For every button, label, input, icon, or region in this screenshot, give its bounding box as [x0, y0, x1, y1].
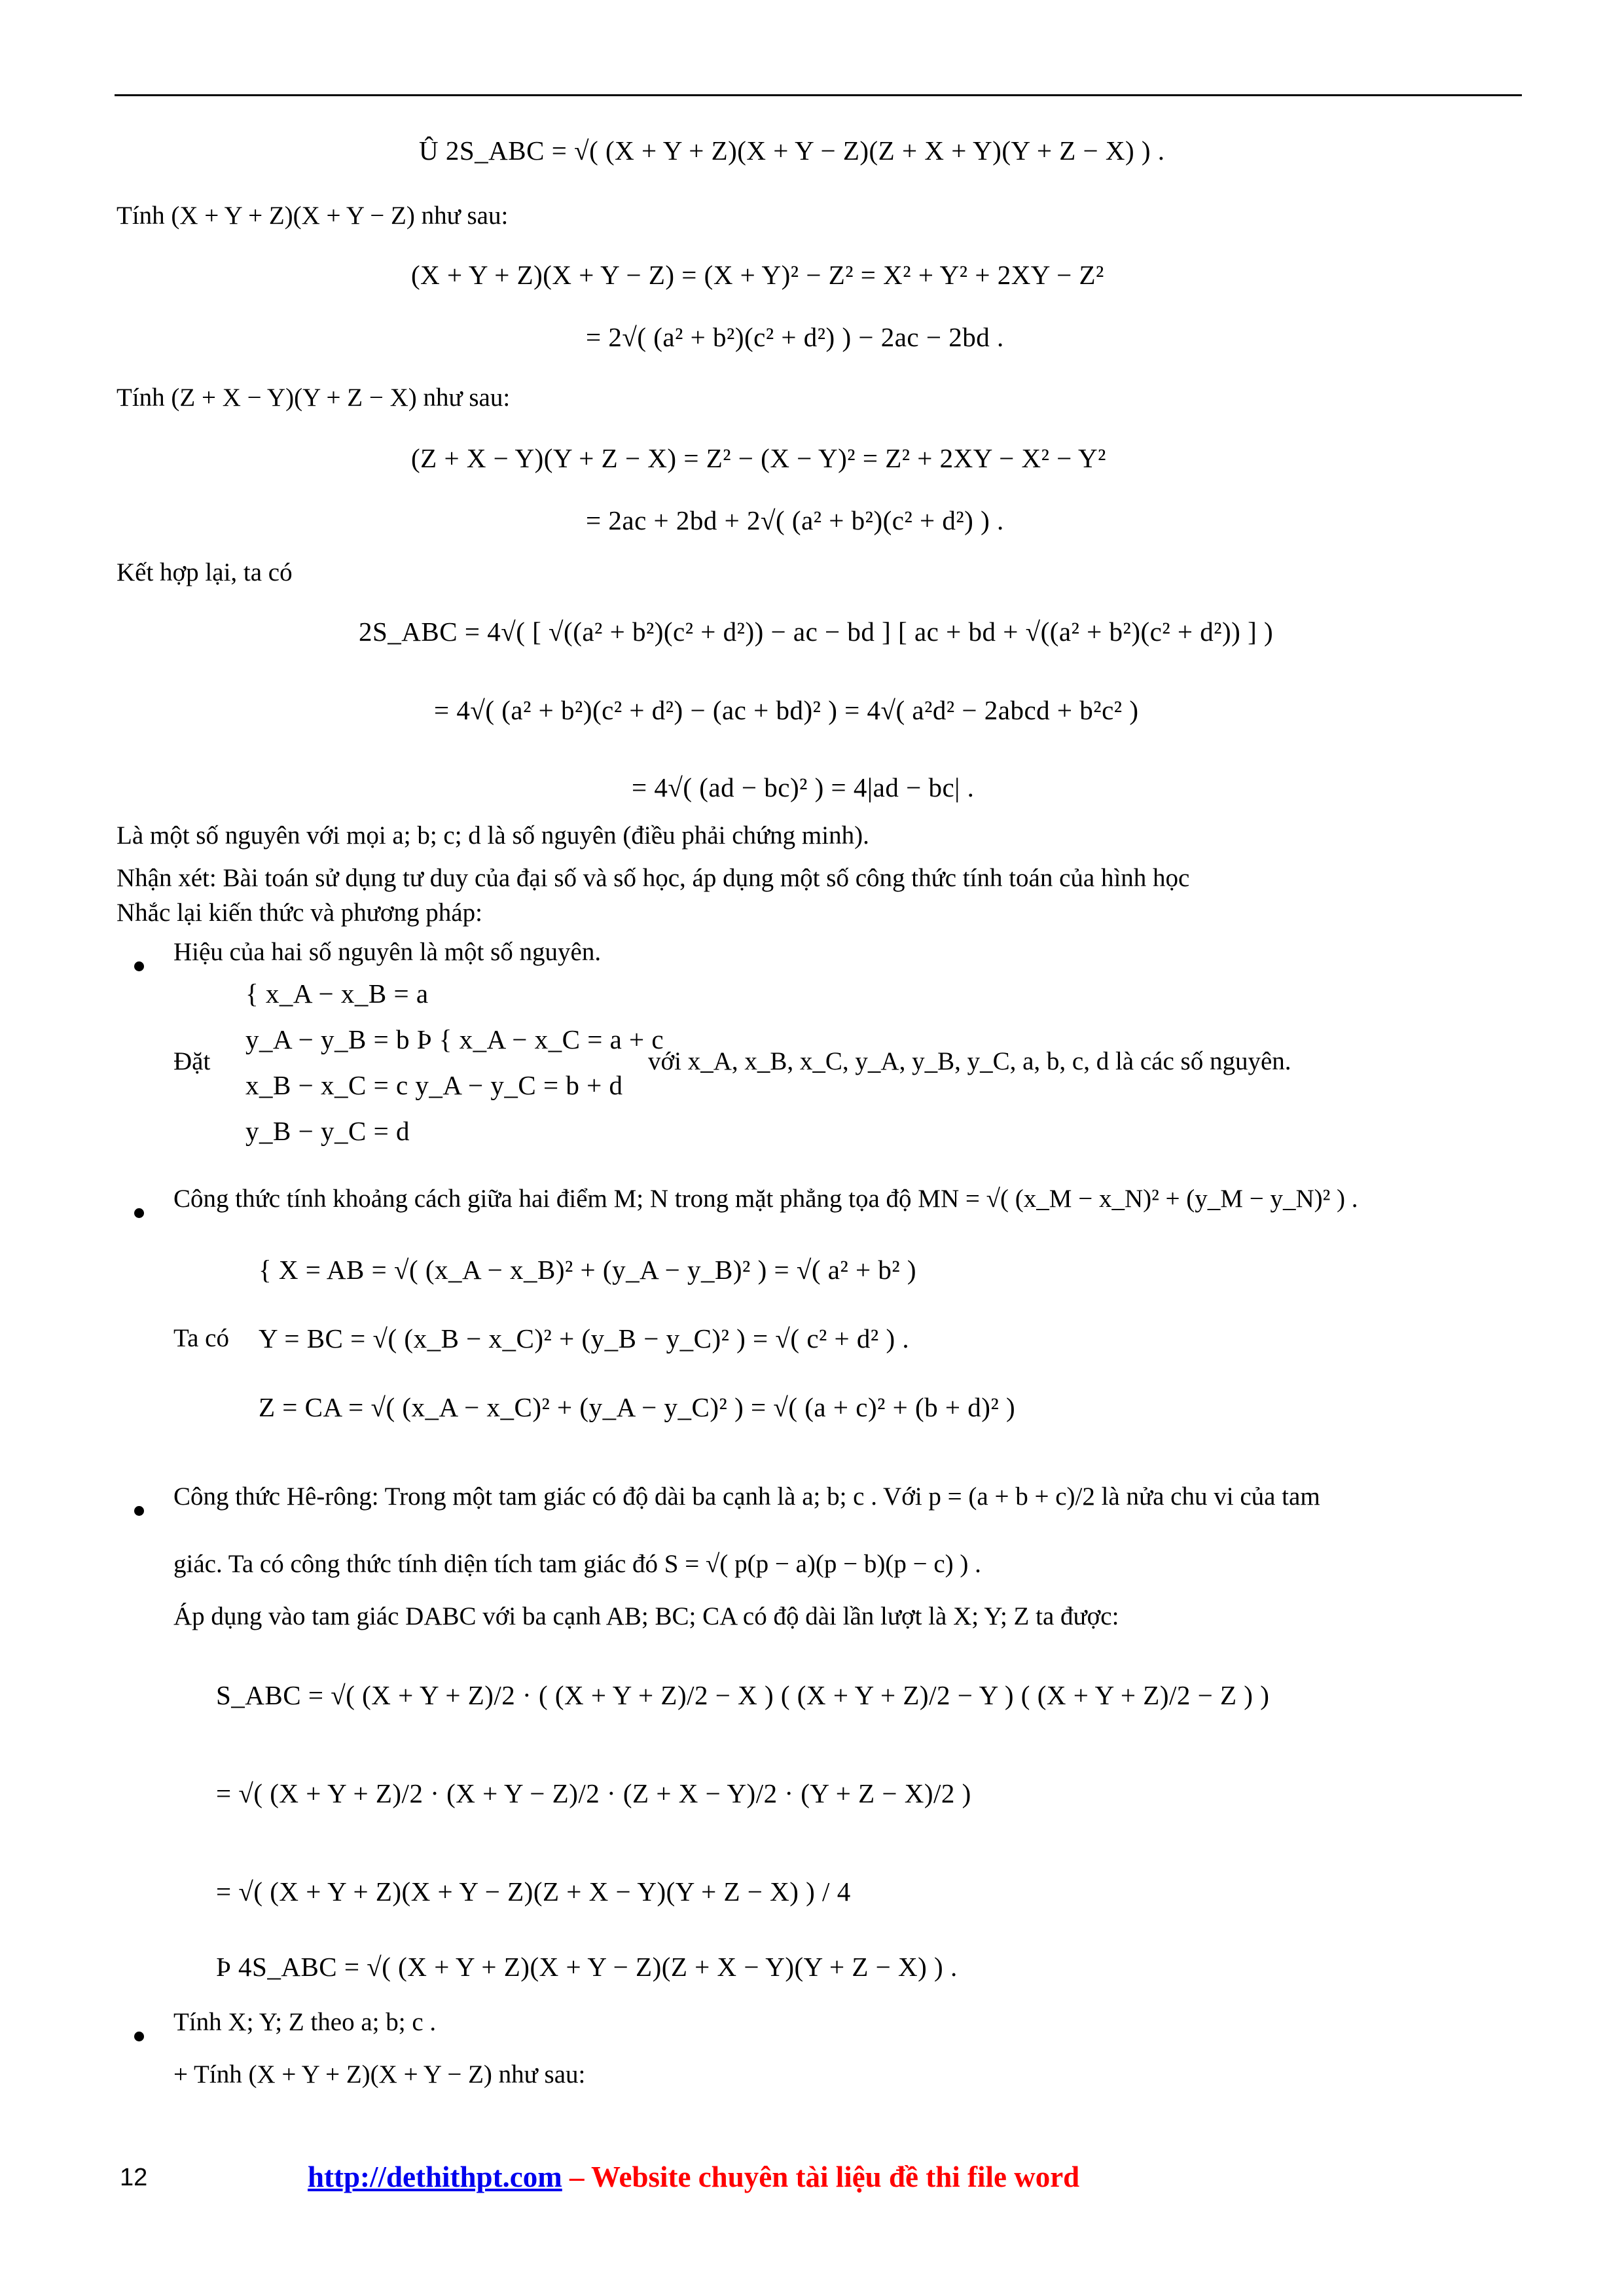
math-line: = √( (X + Y + Z)(X + Y − Z)(Z + X − Y)(Y + Z − X) ) / 4	[216, 1876, 851, 1907]
text-line: Là một số nguyên với mọi a; b; c; d là số nguyên (điều phải chứng minh).	[117, 821, 869, 850]
footer-link[interactable]: http://dethithpt.com	[308, 2161, 562, 2193]
footer	[308, 2160, 1079, 2194]
math-line: { x_A − x_B = a	[245, 978, 429, 1009]
text-line: Đặt	[173, 1047, 211, 1075]
footer-separator: –	[562, 2161, 591, 2193]
text-line: + Tính (X + Y + Z)(X + Y − Z) như sau:	[173, 2060, 586, 2089]
math-line: x_B − x_C = c y_A − y_C = b + d	[245, 1070, 623, 1100]
math-line: = 2√( (a² + b²)(c² + d²) ) − 2ac − 2bd .	[586, 322, 1004, 352]
math-line: = 4√( (a² + b²)(c² + d²) − (ac + bd)² ) = 4√( a²d² − 2abcd + b²c² )	[434, 695, 1139, 725]
header-rule	[115, 94, 1522, 96]
math-line: = √( (X + Y + Z)/2 · (X + Y − Z)/2 · (Z + X − Y)/2 · (Y + Z − X)/2 )	[216, 1778, 971, 1808]
bullet-icon	[134, 961, 144, 971]
text-line: Tính X; Y; Z theo a; b; c .	[173, 2008, 437, 2036]
math-line: Û 2S_ABC = √( (X + Y + Z)(X + Y − Z)(Z + X + Y)(Y + Z − X) ) .	[419, 135, 1165, 166]
text-line: giác. Ta có công thức tính diện tích tam giác đó S = √( p(p − a)(p − b)(p − c) ) .	[173, 1550, 981, 1578]
math-line: (Z + X − Y)(Y + Z − X) = Z² − (X − Y)² = Z² + 2XY − X² − Y²	[411, 443, 1106, 473]
footer-tagline: Website chuyên tài liệu đề thi file word	[590, 2161, 1080, 2193]
math-line: = 2ac + 2bd + 2√( (a² + b²)(c² + d²) ) .	[586, 505, 1004, 535]
bullet-icon	[134, 2032, 144, 2041]
text-line: Áp dụng vào tam giác DABC với ba cạnh AB; BC; CA có độ dài lần lượt là X; Y; Z ta được:	[173, 1602, 1119, 1630]
math-line: = 4√( (ad − bc)² ) = 4|ad − bc| .	[632, 772, 975, 802]
math-line: y_A − y_B = b Þ { x_A − x_C = a + c	[245, 1024, 664, 1054]
math-line: Z = CA = √( (x_A − x_C)² + (y_A − y_C)² ) = √( (a + c)² + (b + d)² )	[259, 1392, 1016, 1422]
math-line: 2S_ABC = 4√( [ √((a² + b²)(c² + d²)) − ac − bd ] [ ac + bd + √((a² + b²)(c² + d²)) ] )	[359, 617, 1274, 647]
math-line: Þ 4S_ABC = √( (X + Y + Z)(X + Y − Z)(Z + X − Y)(Y + Z − X) ) .	[216, 1952, 958, 1982]
text-line: Công thức tính khoảng cách giữa hai điểm M; N trong mặt phẳng tọa độ MN = √( (x_M − x_N)² + (y_M − y_N)² ) .	[173, 1185, 1358, 1213]
bullet-icon	[134, 1208, 144, 1218]
math-line: (X + Y + Z)(X + Y − Z) = (X + Y)² − Z² = X² + Y² + 2XY − Z²	[411, 260, 1104, 290]
math-line: Y = BC = √( (x_B − x_C)² + (y_B − y_C)² ) = √( c² + d² ) .	[259, 1323, 910, 1354]
math-line: { X = AB = √( (x_A − x_B)² + (y_A − y_B)² ) = √( a² + b² )	[259, 1255, 917, 1285]
page-number: 12	[120, 2164, 148, 2191]
text-line: Công thức Hê-rông: Trong một tam giác có độ dài ba cạnh là a; b; c . Với p = (a + b + c)/2 là nửa chu vi của tam	[173, 1482, 1320, 1511]
text-line: Nhận xét: Bài toán sử dụng tư duy của đại số và số học, áp dụng một số công thức tính toán của hình học	[117, 864, 1190, 892]
text-line: Tính (Z + X − Y)(Y + Z − X) như sau:	[117, 384, 511, 412]
text-line: Tính (X + Y + Z)(X + Y − Z) như sau:	[117, 202, 509, 230]
math-line: S_ABC = √( (X + Y + Z)/2 · ( (X + Y + Z)/2 − X ) ( (X + Y + Z)/2 − Y ) ( (X + Y + Z)/2 − Z ) )	[216, 1680, 1270, 1710]
text-line: Hiệu của hai số nguyên là một số nguyên.	[173, 938, 602, 966]
text-line: Nhắc lại kiến thức và phương pháp:	[117, 899, 482, 927]
text-line: với x_A, x_B, x_C, y_A, y_B, y_C, a, b, c, d là các số nguyên.	[648, 1047, 1291, 1075]
math-line: y_B − y_C = d	[245, 1116, 410, 1146]
bullet-icon	[134, 1506, 144, 1516]
text-line: Ta có	[173, 1324, 229, 1352]
text-line: Kết hợp lại, ta có	[117, 558, 293, 586]
